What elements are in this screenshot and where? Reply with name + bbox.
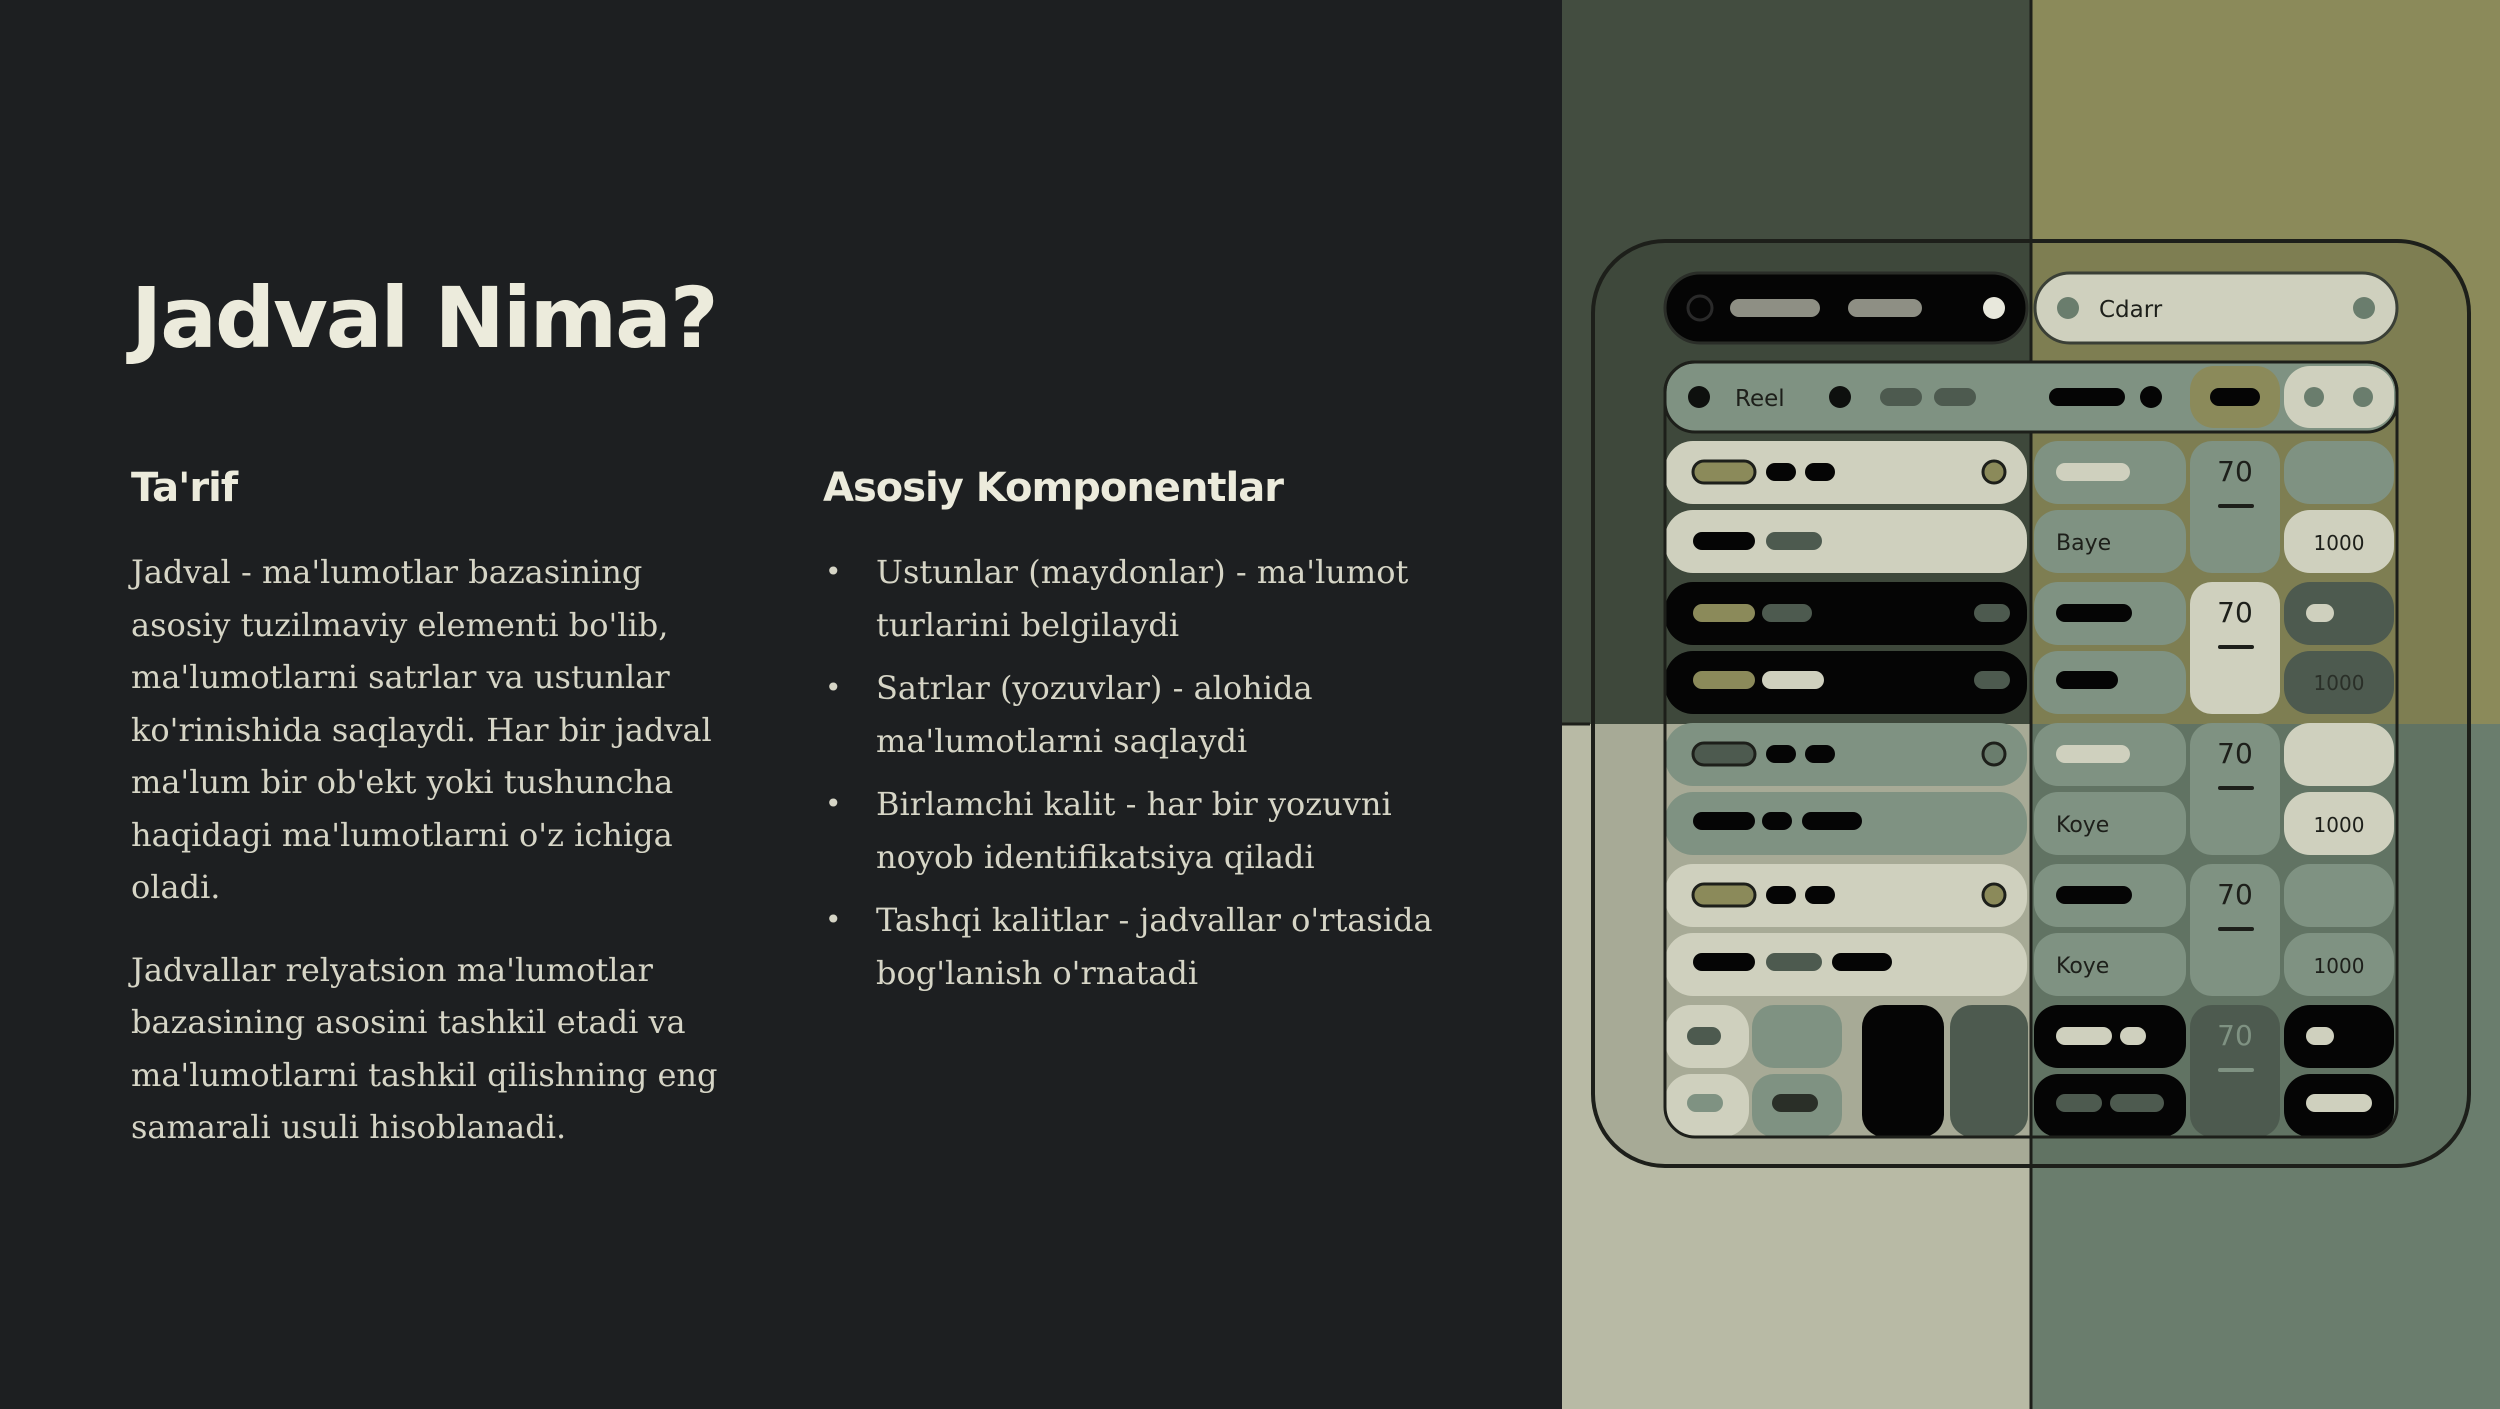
name-cell-label: Koye (2056, 813, 2110, 838)
toolbar-pill-dark (1665, 273, 2027, 343)
components-section (823, 460, 1443, 1010)
toolbar-bar (1730, 299, 1820, 317)
value-cell-label: 1000 (2313, 671, 2365, 695)
header-row-dot (2353, 387, 2373, 407)
number-cell-label: 70 (2217, 596, 2253, 629)
cell-bar (1693, 812, 1755, 830)
cell-bar (1805, 463, 1835, 481)
cell-bar (1766, 953, 1822, 971)
bullet-icon: • (825, 671, 842, 704)
bullet-icon: • (825, 555, 842, 588)
bullet-icon: • (825, 787, 842, 820)
cell-bar (1766, 745, 1796, 763)
cell-dot (1983, 884, 2005, 906)
cell-bar (1772, 1094, 1818, 1112)
header-row-bar (2210, 388, 2260, 406)
header-pill-label: Cdarr (2099, 297, 2163, 323)
cell-bar (2110, 1094, 2164, 1112)
cell-bar (1802, 812, 1862, 830)
data-cell (2284, 582, 2394, 645)
data-cell (1752, 1005, 1842, 1068)
cell-bar (2056, 886, 2132, 904)
value-cell-label: 1000 (2313, 531, 2365, 555)
cell-bar (1762, 671, 1824, 689)
cell-bar (2056, 604, 2132, 622)
components-heading: Asosiy Komponentlar (823, 465, 1283, 511)
definition-heading: Ta'rif (131, 465, 238, 511)
number-cell-label: 70 (2217, 737, 2253, 770)
number-cell-underline (2218, 786, 2254, 790)
list-item-text: Birlamchi kalit - har bir yozuvni noyob identifikatsiya qiladi (876, 785, 1392, 876)
cell-bar (2056, 671, 2118, 689)
list-item-text: Tashqi kalitlar - jadvallar o'rtasida bog'lanish o'rnatadi (876, 901, 1433, 992)
table-illustration-graphic (1562, 0, 2500, 1409)
cell-bar (2056, 1027, 2112, 1045)
number-cell-underline (2218, 927, 2254, 931)
number-cell-label: 70 (2217, 455, 2253, 488)
definition-section (131, 460, 751, 1184)
definition-paragraph-2: Jadvallar relyatsion ma'lumotlar bazasining asosini tashkil etadi va ma'lumotlarni tashkil qilishning eng samarali usuli hisoblanadi. (131, 950, 718, 1146)
cell-bar (1974, 671, 2010, 689)
data-cell (2284, 441, 2394, 504)
cell-bar (2306, 1027, 2334, 1045)
cell-bar (1762, 812, 1792, 830)
list-item (823, 662, 1443, 767)
name-cell-label: Baye (2056, 531, 2112, 556)
header-row-light-cell (2284, 366, 2394, 428)
cell-bar (2056, 1094, 2102, 1112)
data-cell (1950, 1005, 2028, 1137)
toolbar-dot-icon (1983, 297, 2005, 319)
cell-bar (1687, 1094, 1723, 1112)
header-row-bar (1934, 388, 1976, 406)
slide-title: Jadval Nima? (131, 269, 717, 367)
table-illustration (1562, 0, 2500, 1409)
cell-dot (1983, 743, 2005, 765)
cell-bar (1832, 953, 1892, 971)
cell-bar (1693, 671, 1755, 689)
list-item-text: Ustunlar (maydonlar) - ma'lumot turlarini belgilaydi (876, 553, 1409, 644)
data-cell (1862, 1005, 1944, 1137)
list-item (823, 894, 1443, 999)
cell-bar (2306, 1094, 2372, 1112)
cell-bar (1693, 743, 1755, 765)
header-row-dot (1829, 386, 1851, 408)
number-cell-underline (2218, 1068, 2254, 1072)
cell-bar (2306, 604, 2334, 622)
list-item-text: Satrlar (yozuvlar) - alohida ma'lumotlarni saqlaydi (876, 669, 1313, 760)
value-cell-label: 1000 (2313, 954, 2365, 978)
cell-bar (1805, 745, 1835, 763)
header-row-bar (1880, 388, 1922, 406)
cell-bar (1974, 604, 2010, 622)
toolbar-bar (1848, 299, 1922, 317)
cell-bar (2056, 745, 2130, 763)
cell-dot (1983, 461, 2005, 483)
cell-bar (1693, 532, 1755, 550)
cell-bar (1805, 886, 1835, 904)
header-row-dot (2304, 387, 2324, 407)
header-row-bar (2049, 388, 2125, 406)
name-cell-label: Koye (2056, 954, 2110, 979)
number-cell-label: 70 (2217, 878, 2253, 911)
number-cell-underline (2218, 504, 2254, 508)
cell-bar (1766, 463, 1796, 481)
header-row-dot (1688, 386, 1710, 408)
list-item (823, 778, 1443, 883)
definition-paragraph-1: Jadval - ma'lumotlar bazasining asosiy tuzilmaviy elementi bo'lib, ma'lumotlarni satrlar va ustunlar ko'rinishida saqlaydi. Har bir jadval ma'lum bir ob'ekt yoki tushuncha haqidagi ma'lumotlarni o'z ichiga oladi. (131, 553, 712, 906)
cell-bar (2120, 1027, 2146, 1045)
header-dot-icon (2353, 297, 2375, 319)
cell-bar (1693, 461, 1755, 483)
header-pill-light (2035, 273, 2397, 343)
header-row-label: Reel (1735, 386, 1785, 412)
data-cell (2284, 864, 2394, 927)
cell-bar (1693, 884, 1755, 906)
number-cell-underline (2218, 645, 2254, 649)
number-cell-label: 70 (2217, 1019, 2253, 1052)
cell-bar (2056, 463, 2130, 481)
bullet-icon: • (825, 903, 842, 936)
cell-bar (1766, 886, 1796, 904)
cell-bar (1766, 532, 1822, 550)
cell-bar (1693, 953, 1755, 971)
components-list (823, 546, 1443, 999)
data-cell (2284, 723, 2394, 786)
cell-bar (1762, 604, 1812, 622)
list-item (823, 546, 1443, 651)
cell-bar (1693, 604, 1755, 622)
header-dot-icon (2057, 297, 2079, 319)
header-row-dot (2140, 386, 2162, 408)
data-cell (2284, 1005, 2394, 1068)
value-cell-label: 1000 (2313, 813, 2365, 837)
cell-bar (1687, 1027, 1721, 1045)
